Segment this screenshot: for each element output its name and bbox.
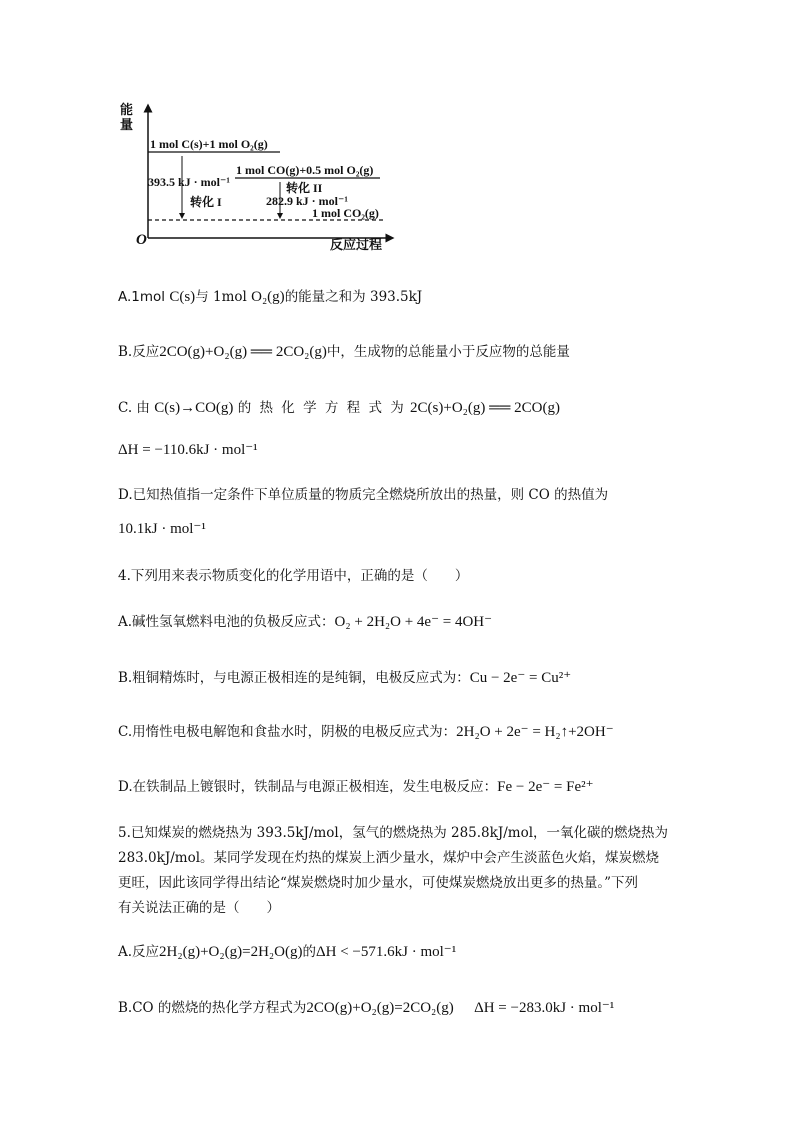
q4-optD-text: D.在铁制品上镀银时，铁制品与电源正极相连，发生电极反应： bbox=[118, 779, 498, 795]
q3-optA-mid: 与 1mol bbox=[195, 289, 247, 305]
q3-optC-delta-h: ΔH = −110.6kJ · mol⁻¹ bbox=[118, 442, 258, 458]
q5-option-b bbox=[118, 998, 614, 1018]
q5-stem-line-1: 5.已知煤炭的燃烧热为 393.5kJ/mol，氢气的燃烧热为 285.8kJ/mol，一氧化碳的燃烧热为 bbox=[118, 825, 669, 841]
q3-optB-equation: 2CO(g)+O₂(g) ══ 2CO₂(g) bbox=[159, 344, 327, 360]
energy-label-1: 393.5 kJ · mol⁻¹ bbox=[148, 175, 230, 189]
q5-optB-prefix: B.CO 的燃烧的热化学方程式为 bbox=[118, 1000, 307, 1016]
y-axis-label: 能量 bbox=[120, 102, 134, 132]
q5-optA-mid: 的 bbox=[302, 944, 316, 960]
q5-optA-equation: 2H₂(g)+O₂(g)=2H₂O(g) bbox=[159, 944, 303, 960]
q3-optC-prefix: C. 由 bbox=[118, 400, 150, 416]
q4-option-b bbox=[118, 668, 571, 688]
level-bottom-label: 1 mol CO₂(g) bbox=[312, 206, 379, 220]
q4-option-c bbox=[118, 722, 614, 742]
q3-option-c bbox=[118, 398, 560, 418]
q3-optC-formula: C(s)→CO(g) bbox=[154, 400, 234, 416]
q3-optC-mid: 的 热 化 学 方 程 式 为 bbox=[237, 400, 406, 416]
q3-optB-prefix: B.反应 bbox=[118, 344, 160, 360]
q3-optB-suffix: 中，生成物的总能量小于反应物的总能量 bbox=[326, 344, 570, 360]
q3-option-a bbox=[118, 287, 422, 307]
transition-1-label: 转化 I bbox=[190, 195, 222, 209]
q4-optC-equation: 2H₂O + 2e⁻ = H₂↑+2OH⁻ bbox=[456, 724, 614, 740]
energy-label-2: 282.9 kJ · mol⁻¹ bbox=[266, 194, 348, 208]
q4-optA-text: A.碱性氢氧燃料电池的负极反应式： bbox=[118, 614, 335, 630]
q3-optA-suffix: 的能量之和为 393.5kJ bbox=[284, 289, 423, 305]
q4-optB-text: B.粗铜精炼时，与电源正极相连的是纯铜，电极反应式为： bbox=[118, 670, 470, 686]
q3-optA-formula-1: C(s) bbox=[169, 289, 196, 305]
q5-stem-line-2: 283.0kJ/mol。某同学发现在灼热的煤炭上洒少量水，煤炉中会产生淡蓝色火焰，煤炭燃烧 bbox=[118, 850, 660, 866]
q3-option-d: D.已知热值指一定条件下单位质量的物质完全燃烧所放出的热量，则 CO 的热值为 bbox=[118, 487, 609, 503]
q5-stem-line-3: 更旺，因此该同学得出结论“煤炭燃烧时加少量水，可使煤炭燃烧放出更多的热量。”下列 bbox=[118, 875, 639, 891]
q5-optB-delta-h: ΔH = −283.0kJ · mol⁻¹ bbox=[474, 1000, 615, 1016]
q5-optA-delta-h: ΔH < −571.6kJ · mol⁻¹ bbox=[315, 944, 457, 960]
q3-optA-prefix: A.1mol bbox=[118, 289, 166, 305]
q4-option-d bbox=[118, 777, 594, 797]
q4-optC-text: C.用惰性电极电解饱和食盐水时，阴极的电极反应式为： bbox=[118, 724, 457, 740]
q3-optC-equation: 2C(s)+O₂(g) ══ 2CO(g) bbox=[410, 400, 560, 416]
q4-optB-equation: Cu − 2e⁻ = Cu²⁺ bbox=[469, 670, 572, 686]
energy-level-diagram bbox=[120, 100, 400, 260]
q4-stem: 4.下列用来表示物质变化的化学用语中，正确的是（ ） bbox=[118, 568, 469, 584]
level-top-label: 1 mol C(s)+1 mol O₂(g) bbox=[150, 137, 268, 151]
q4-optA-equation: O₂ + 2H₂O + 4e⁻ = 4OH⁻ bbox=[334, 614, 493, 630]
q4-optD-equation: Fe − 2e⁻ = Fe²⁺ bbox=[497, 779, 594, 795]
q4-option-a bbox=[118, 612, 492, 632]
q3-optA-formula-2: O₂(g) bbox=[251, 289, 285, 305]
origin-label: O bbox=[136, 232, 147, 248]
level-mid-label: 1 mol CO(g)+0.5 mol O₂(g) bbox=[236, 163, 374, 177]
q5-optB-equation: 2CO(g)+O₂(g)=2CO₂(g) bbox=[306, 1000, 454, 1016]
q3-option-b bbox=[118, 342, 570, 362]
q5-option-a bbox=[118, 942, 456, 962]
q5-optA-prefix: A.反应 bbox=[118, 944, 160, 960]
transition-2-label: 转化 II bbox=[286, 181, 323, 195]
x-axis-label: 反应过程 bbox=[330, 237, 383, 252]
q5-stem-line-4: 有关说法正确的是（ ） bbox=[118, 900, 280, 916]
q3-optD-value: 10.1kJ · mol⁻¹ bbox=[118, 521, 206, 537]
